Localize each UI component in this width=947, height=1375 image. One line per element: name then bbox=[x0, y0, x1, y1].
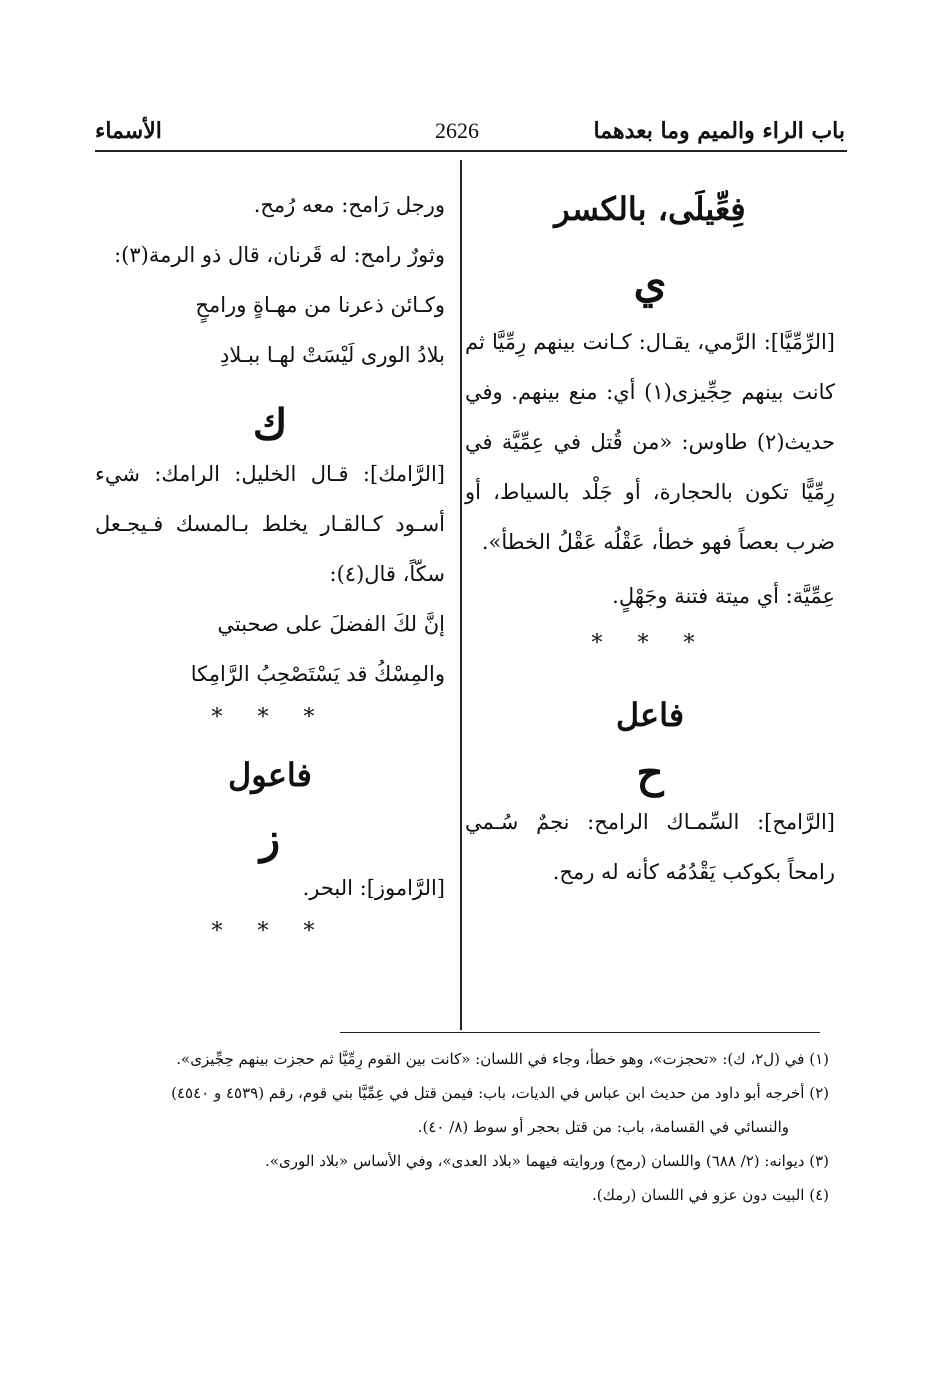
heading-faaul: فاعول bbox=[228, 756, 312, 794]
page-header bbox=[95, 112, 845, 152]
footnote-rule bbox=[340, 1032, 820, 1033]
separator-stars: * * * bbox=[211, 705, 329, 730]
left-column bbox=[95, 180, 445, 944]
entry-ramih-bull: وثورٌ رامح: له قَرنان، قال ذو الرمة(٣): bbox=[114, 243, 445, 267]
letter-kaf: ك bbox=[252, 400, 288, 449]
heading-fiilla: فِعِّيلَى، بالكسر bbox=[554, 190, 746, 228]
entry-ramik: [الرَّامك]: قـال الخليل: الرامك: شيء أسـود كـالقـار يخلط بـالمسك فـيجـعل سكّاً، قال(٤): bbox=[95, 462, 445, 586]
page-number: 2626 bbox=[435, 118, 479, 143]
separator-stars: * * * bbox=[211, 919, 329, 944]
heading-faail: فاعل bbox=[615, 696, 685, 734]
footnote-2: (٢) أخرجه أبو داود من حديث ابن عباس في الديات، باب: فيمن قتل في عِمِّيَّا بني قوم، رقم (٤٥٣٩ و ٤٥٤٠) bbox=[171, 1084, 829, 1102]
entry-ramih-star: [الرَّامح]: السِّمـاك الرامح: نجمٌ سُـمي رامحاً بكوكب يَقْدُمُه كأنه له رمح. bbox=[465, 810, 835, 884]
verse-line: بلادُ الورى لَيْسَتْ لهـا ببـلادِ bbox=[219, 343, 445, 367]
entry-ramuz: [الرَّاموز]: البحر. bbox=[302, 876, 445, 900]
footnotes bbox=[109, 1042, 829, 1212]
entry-rimmiyya: [الرِّمِّيَّا]: الرَّمي، يقـال: كـانت بينهم رِمِّيَّا ثم كانت بينهم حِجِّيزى(١) أي: منع بينهم. وفي حديث(٢) طاوس: «من قُتل في عِمِّيَّة في رِمِّيًّا تكون بالحجارة، أو جَلْد بالسياط، أو ضرب بعصاً فهو خطأ، عَقْلُه عَقْلُ الخطأ». bbox=[465, 330, 835, 554]
verse-line: وكـائن ذعرنا من مهـاةٍ ورامحٍ bbox=[195, 293, 445, 317]
right-column bbox=[465, 180, 835, 897]
entry-ramih-man: ورجل رَامح: معه رُمح. bbox=[253, 193, 445, 217]
entry-ammiyya-note: عِمِّيَّة: أي ميتة فتنة وجَهْلٍ. bbox=[612, 584, 835, 608]
footnote-1: (١) في (ل٢، ك): «تحجزت»، وهو خطأ، وجاء في اللسان: «كانت بين القوم رِمِّيَّا ثم حجزت بينهم حِجِّيزى». bbox=[176, 1050, 829, 1068]
header-rule bbox=[95, 150, 847, 152]
footnote-4: (٤) البيت دون عزو في اللسان (رمك). bbox=[591, 1186, 829, 1204]
verse-line: إنَّ لكَ الفضلَ على صحبتي bbox=[217, 612, 445, 636]
footnote-3: (٣) ديوانه: (٢/ ٦٨٨) واللسان (رمح) وروايته فيهما «بلاد العدى»، وفي الأساس «بلاد الورى». bbox=[265, 1152, 829, 1170]
letter-ya: ي bbox=[633, 258, 667, 307]
column-divider bbox=[460, 160, 462, 1030]
letter-ha: ح bbox=[636, 748, 664, 797]
footnote-2-continued: والنسائي في القسامة، باب: من قتل بحجر أو سوط (٨/ ٤٠). bbox=[417, 1118, 789, 1136]
chapter-title: باب الراء والميم وما بعدهما bbox=[593, 118, 845, 144]
letter-zay: ز bbox=[259, 814, 281, 863]
separator-stars: * * * bbox=[591, 631, 709, 656]
section-title: الأسماء bbox=[95, 118, 162, 144]
verse-line: والمِسْكُ قد يَسْتَصْحِبُ الرَّامِكا bbox=[190, 662, 445, 686]
